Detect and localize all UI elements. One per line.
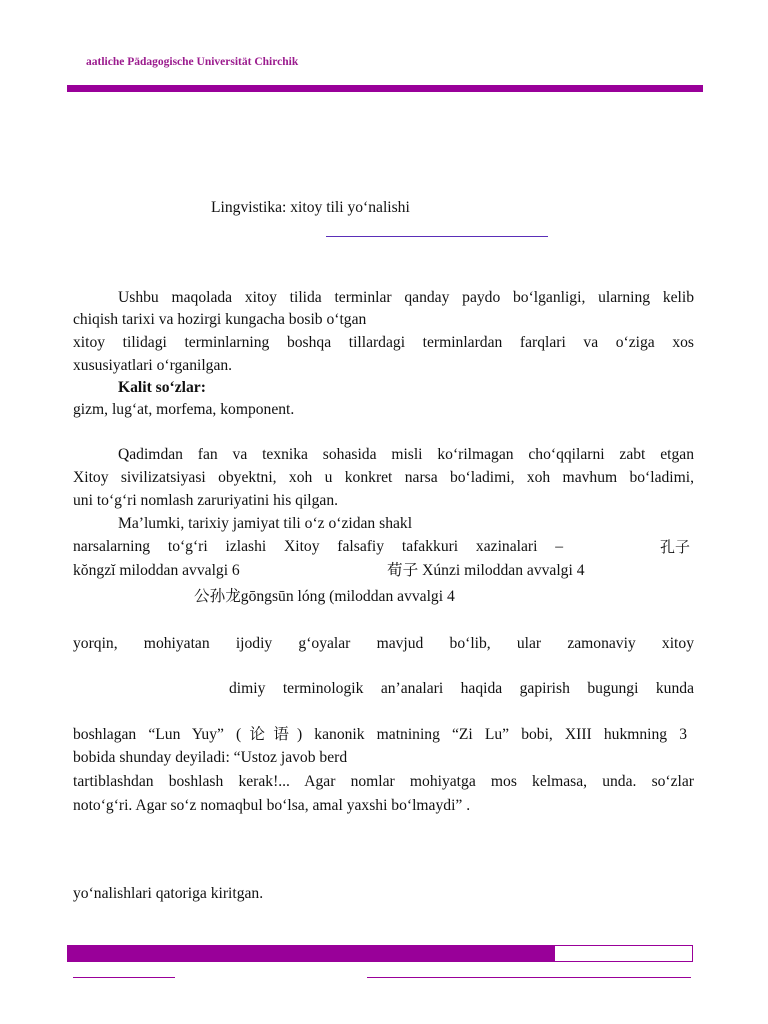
- article-subtitle: Lingvistika: xitoy tili yo‘nalishi: [211, 199, 410, 216]
- paragraph-1-line-2: Xitoy sivilizatsiyasi obyektni, xoh u konkret narsa bo‘ladimi, xoh mavhum bo‘ladimi,: [73, 469, 694, 486]
- abstract-line-1: Ushbu maqolada xitoy tilida terminlar qanday paydo bo‘lganligi, ularning kelib: [118, 289, 694, 306]
- header-divider: [67, 85, 703, 92]
- keywords-values: gizm, lug‘at, morfema, komponent.: [73, 401, 295, 418]
- header-university: aatliche Pädagogische Universität Chirchik: [86, 56, 299, 68]
- paragraph-2-line-4: 公孙龙gōngsūn lóng (miloddan avvalgi 4: [194, 588, 455, 605]
- footer-rule-right: [367, 977, 691, 978]
- footer-box: [554, 945, 693, 962]
- paragraph-5-line-4: noto‘g‘ri. Agar so‘z nomaqbul bo‘lsa, amal yaxshi bo‘lmaydi” .: [73, 797, 471, 814]
- paragraph-5-line-3: tartiblashdan boshlash kerak!... Agar nomlar mohiyatga mos kelmasa, unda. so‘zlar: [73, 773, 694, 790]
- keywords-label: Kalit so‘zlar:: [118, 379, 206, 396]
- abstract-line-4: xususiyatlari o‘rganilgan.: [73, 357, 233, 374]
- footer-bar: [67, 945, 554, 962]
- paragraph-2-line-1: Ma’lumki, tarixiy jamiyat tili o‘z o‘zidan shakl: [118, 515, 413, 532]
- paragraph-2-line-3b: 荀子 Xúnzi miloddan avvalgi 4: [387, 562, 585, 579]
- abstract-line-2: chiqish tarixi va hozirgi kungacha bosib o‘tgan: [73, 311, 367, 328]
- paragraph-4-line-1: dimiy terminologik an’analari haqida gapirish bugungi kunda: [229, 680, 694, 697]
- paragraph-2-chinese-kongzi: 孔子: [660, 538, 691, 556]
- title-underline: [326, 236, 548, 237]
- paragraph-5-line-1: boshlagan “Lun Yuy” (论语) kanonik matnining “Zi Lu” bobi, XIII hukmning 3: [73, 726, 687, 743]
- abstract-line-3: xitoy tilidagi terminlarning boshqa tillardagi terminlardan farqlari va o‘ziga xos: [73, 334, 694, 351]
- paragraph-2-line-3a: kŏngzĭ miloddan avvalgi 6: [73, 562, 240, 579]
- paragraph-6-line-1: yo‘nalishlari qatoriga kiritgan.: [73, 885, 264, 902]
- footer-rule-left: [73, 977, 175, 978]
- paragraph-5-line-2: bobida shunday deyiladi: “Ustoz javob berd: [73, 749, 348, 766]
- paragraph-1-line-3: uni to‘g‘ri nomlash zaruriyatini his qilgan.: [73, 492, 339, 509]
- paragraph-1-line-1: Qadimdan fan va texnika sohasida misli ko‘rilmagan cho‘qqilarni zabt etgan: [118, 446, 694, 463]
- paragraph-3-line-1: yorqin, mohiyatan ijodiy g‘oyalar mavjud bo‘lib, ular zamonaviy xitoy: [73, 635, 694, 652]
- paragraph-2-line-2: narsalarning to‘g‘ri izlashi Xitoy falsafiy tafakkuri xazinalari –: [73, 538, 563, 555]
